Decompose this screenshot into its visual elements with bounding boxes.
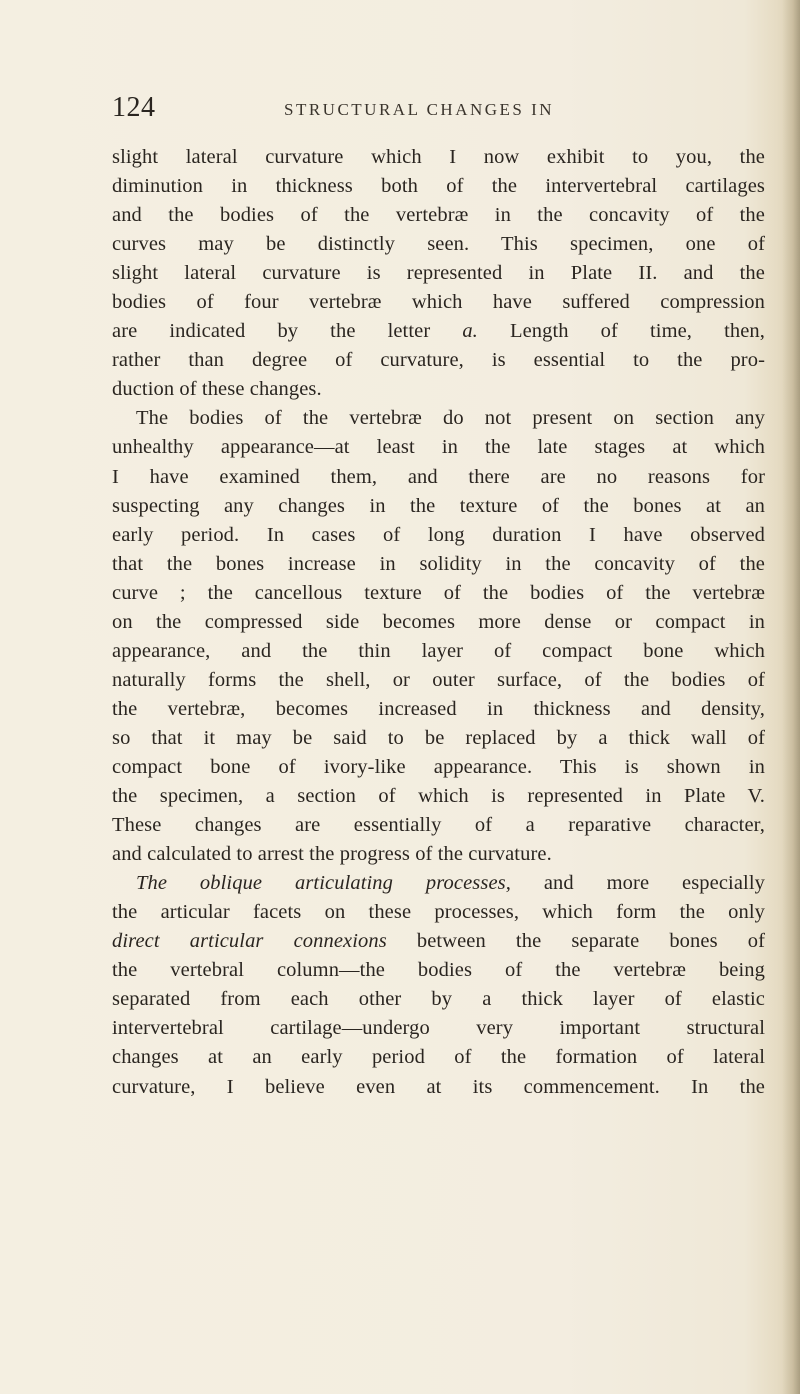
text-segment: are indicated by the letter (112, 320, 463, 343)
text-line (112, 985, 765, 1014)
text-line (112, 579, 765, 608)
text-line (112, 782, 765, 811)
text-line (112, 143, 765, 172)
text-segment: Length of time, then, (477, 320, 765, 343)
text-line (112, 433, 765, 462)
page-header (112, 92, 762, 132)
text-segment: I have examined them, and there are no reasons for (112, 465, 765, 488)
text-line (112, 753, 765, 782)
text-segment: early period. In cases of long duration I have observed (112, 523, 765, 546)
text-segment: on the compressed side becomes more dense or compact in (112, 610, 765, 633)
text-line (112, 1073, 765, 1102)
text-segment: separated from each other by a thick layer of elastic (112, 988, 765, 1011)
text-line (112, 259, 765, 288)
text-segment: unhealthy appearance—at least in the late stages at which (112, 436, 765, 459)
text-segment: naturally forms the shell, or outer surface, of the bodies of (112, 668, 765, 691)
text-segment: curvature, I believe even at its commencement. In the (112, 1075, 765, 1098)
text-segment: duction of these changes. (112, 378, 322, 401)
text-segment: so that it may be said to be replaced by a thick wall of (112, 726, 765, 749)
text-segment: suspecting any changes in the texture of the bones at an (112, 494, 765, 517)
text-line (112, 724, 765, 753)
text-line (112, 346, 765, 375)
text-segment: slight lateral curvature which I now exhibit to you, the (112, 146, 765, 168)
text-line (112, 317, 765, 346)
italic-segment: The oblique articulating processes, (136, 872, 511, 895)
text-segment: and calculated to arrest the progress of the curvature. (112, 843, 552, 866)
text-segment: appearance, and the thin layer of compact bone which (112, 639, 765, 662)
text-segment: the specimen, a section of which is represented in Plate V. (112, 785, 765, 808)
running-head: STRUCTURAL CHANGES IN (284, 100, 555, 119)
page-edge-shadow (782, 0, 800, 1394)
text-segment: the vertebral column—the bodies of the vertebræ being (112, 959, 765, 982)
text-segment: between the separate bones of (386, 930, 765, 953)
text-line (112, 492, 765, 521)
text-segment: The bodies of the vertebræ do not present on section any (136, 407, 765, 430)
text-segment: the vertebræ, becomes increased in thickness and density, (112, 697, 765, 720)
text-segment: rather than degree of curvature, is essential to the pro- (112, 349, 765, 372)
text-segment: curves may be distinctly seen. This specimen, one of (112, 233, 765, 256)
text-line (112, 666, 765, 695)
page-number: 124 (112, 92, 156, 123)
text-line (112, 375, 765, 404)
text-line (112, 1014, 765, 1043)
text-line (112, 404, 765, 433)
text-line (112, 550, 765, 579)
text-line (112, 172, 765, 201)
italic-segment: direct articular connexions (112, 930, 387, 953)
text-line (112, 695, 765, 724)
text-line (112, 637, 765, 666)
text-line (112, 956, 765, 985)
text-line (112, 869, 765, 898)
text-line (112, 840, 765, 869)
italic-segment: a. (462, 320, 478, 343)
text-segment: intervertebral cartilage—undergo very important structural (112, 1017, 765, 1040)
text-segment: bodies of four vertebræ which have suffered compression (112, 291, 765, 314)
text-line (112, 288, 765, 317)
text-segment: compact bone of ivory-like appearance. This is shown in (112, 755, 765, 778)
text-line (112, 521, 765, 550)
text-line (112, 1043, 765, 1072)
text-line (112, 608, 765, 637)
text-line (112, 230, 765, 259)
text-segment: diminution in thickness both of the intervertebral cartilages (112, 175, 765, 198)
text-line (112, 927, 765, 956)
body-text (112, 143, 765, 1102)
text-line (112, 463, 765, 492)
text-line (112, 898, 765, 927)
text-segment: curve ; the cancellous texture of the bodies of the vertebræ (112, 581, 765, 604)
text-segment: slight lateral curvature is represented in Plate II. and the (112, 262, 765, 285)
text-line (112, 201, 765, 230)
text-line (112, 811, 765, 840)
text-segment: and the bodies of the vertebræ in the concavity of the (112, 204, 765, 227)
text-segment: that the bones increase in solidity in the concavity of the (112, 552, 765, 575)
text-segment: and more especially (510, 872, 765, 895)
text-segment: the articular facets on these processes, which form the only (112, 901, 765, 924)
text-segment: These changes are essentially of a reparative character, (112, 814, 765, 837)
text-segment: changes at an early period of the formation of lateral (112, 1046, 765, 1069)
